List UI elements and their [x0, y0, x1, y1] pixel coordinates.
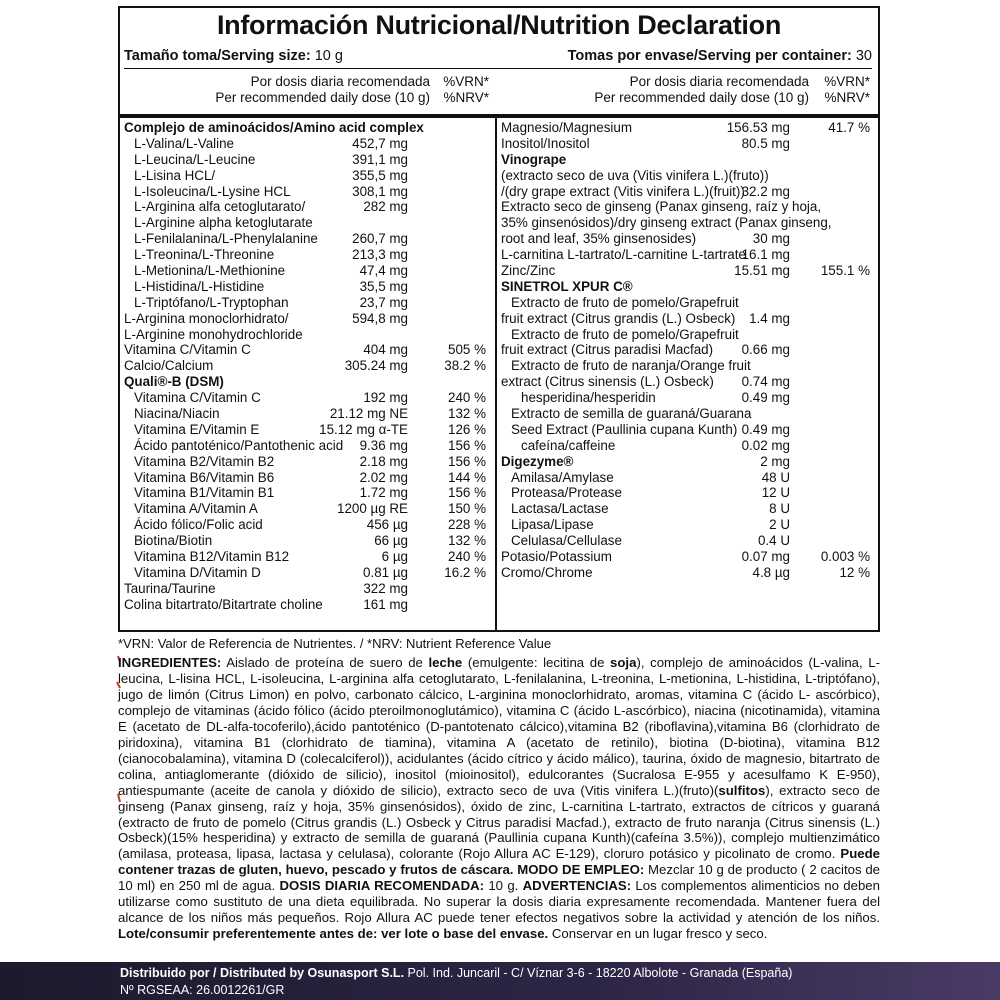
nutrient-name: L-Arginine alpha ketoglutarate	[134, 215, 313, 231]
nutrient-name: Zinc/Zinc	[501, 263, 556, 279]
nutrient-name: L-Isoleucina/L-Lysine HCL	[134, 183, 291, 199]
nutrient-amount: 2 mg	[760, 453, 790, 469]
nutrient-row	[501, 454, 876, 470]
nutrient-name: Calcio/Calcium	[124, 358, 214, 374]
nutrient-name: Extracto seco de ginseng (Panax ginseng, raíz y hoja,	[501, 199, 822, 215]
nutrient-row	[124, 549, 492, 565]
nutrient-amount: 0.49 mg	[741, 421, 790, 437]
nutrient-percent: 132 %	[448, 533, 486, 549]
nutrient-row	[501, 374, 876, 390]
warnings-label: ADVERTENCIAS:	[522, 878, 632, 894]
nutrient-name: Quali®-B (DSM)	[124, 374, 224, 390]
nutrient-row	[124, 533, 492, 549]
nutrient-row	[124, 311, 492, 327]
nutrient-name: cafeína/caffeine	[521, 437, 616, 453]
lot-label: Lote/consumir preferentemente antes de: ver lote o base del envase.	[118, 926, 549, 942]
nutrient-name: hesperidina/hesperidin	[521, 390, 656, 406]
nutrient-row	[501, 279, 876, 295]
nutrient-row	[501, 517, 876, 533]
nutrient-name: Vitamina B6/Vitamin B6	[134, 469, 275, 485]
nutrient-percent: 155.1 %	[820, 263, 870, 279]
nutrient-amount: 192 mg	[363, 390, 408, 406]
nutrient-name: Proteasa/Protease	[511, 485, 622, 501]
nutrient-row	[124, 295, 492, 311]
nutrient-name: Potasio/Potassium	[501, 549, 612, 565]
nutrient-name: L-carnitina L-tartrato/L-carnitine L-tartrate	[501, 247, 746, 263]
nutrient-amount: 452,7 mg	[352, 135, 408, 151]
nutrient-row	[124, 406, 492, 422]
right-nutrient-column	[501, 120, 876, 581]
nutrient-name: Biotina/Biotin	[134, 533, 213, 549]
nutrient-amount: 12 U	[761, 485, 790, 501]
nutrient-row	[501, 438, 876, 454]
nutrient-percent: 156 %	[448, 485, 486, 501]
nutrient-percent: 150 %	[448, 501, 486, 517]
nutrient-row	[501, 247, 876, 263]
nutrient-name: Digezyme®	[501, 453, 574, 469]
serving-size-value: 10 g	[314, 48, 343, 64]
nutrient-name: Lipasa/Lipase	[511, 517, 594, 533]
nutrient-row	[501, 152, 876, 168]
nutrient-row	[124, 168, 492, 184]
nutrient-amount: 282 mg	[363, 199, 408, 215]
nutrient-amount: 322 mg	[363, 580, 408, 596]
nutrient-percent: 240 %	[448, 549, 486, 565]
nutrient-amount: 4.8 µg	[752, 564, 790, 580]
nutrient-row	[124, 581, 492, 597]
nutrient-percent: 126 %	[448, 421, 486, 437]
nutrient-name: L-Histidina/L-Histidine	[134, 278, 265, 294]
nutrition-panel: Información Nutricional/Nutrition Declaration Tamaño toma/Serving size: 10 g Tomas por envase/Serving per container: 30 Por dosis diaria recomendada Per recommended daily dose (10 g) %VRN* %NRV* Por dosis diaria recomendada Per recommended daily dose (10 g) %VRN* %NRV* Complejo de aminoácidos/Amino acid complex L-Valina/L-Valine 452,7 mg L-Leucina/L-Leucine 391,1 mg L-Lisina HCL/ 355,5 mg L-Isoleucina/L-Lysine HCL 308,1 mg L-Arginina alfa cetoglutarato/ 282 mg L-Arginine alpha ketoglutarate L-Fenilalanina/L-Phenylalanine 260,7 mg L-Treonina/L-Threonine 213,3 mg L-Metionina/L-Methionine 47,4 mg L-Histidina/L-Histidine 35,5 mg L-Triptófano/L-Tryptophan 23,7 mg L-Arginina monoclorhidrato/ 594,8 mg L-Arginine monohydrochloride Vitamina C/Vitamin C 404 mg 505 % Calcio/Calcium 305.24 mg 38.2 % Quali®-B (DSM) Vitamina C/Vitamin C 192 mg 240 % Niacina/Niacin 21.12 mg NE 132 % Vitamina E/Vitamin E 15.12 mg α-TE 126 % Ácido pantoténico/Pantothenic acid 9.36 mg 156 % Vitamina B2/Vitamin B2 2.18 mg 156 % Vitamina B6/Vitamin B6 2.02 mg 144 % Vitamina B1/Vitamin B1 1.72 mg 156 % Vitamina A/Vitamin A 1200 µg RE 150 % Ácido fólico/Folic acid 456 µg 228 % Biotina/Biotin 66 µg 132 % Vitamina B12/Vitamin B12 6 µg 240 % Vitamina D/Vitamin D 0.81 µg 16.2 % Taurina/Taurine 322 mg Colina bitartrato/Bitartrate choline 161 mg Magnesio/Magnesium 156.53 mg 41.7 % Inositol/Inositol 80.5 mg Vinogrape (extracto seco de uva (Vitis vinifera L.)(fruto)) /(dry grape extract (Vitis vinifera L.)(fruit)) 32.2 mg Extracto seco de ginseng (Panax ginseng, raíz y hoja, 35% ginsenósidos)/dry ginseng extract (Panax ginseng, root and leaf, 35% ginsenosides) 30 mg L-carnitina L-tartrato/L-carnitine L-tartrate 16.1 mg Zinc/Zinc 15.51 mg 155.1 % SINETROL XPUR C® Extracto de fruto de pomelo/Grapefruit fruit extract (Citrus grandis (L.) Osbeck) 1.4 mg Extracto de fruto de pomelo/Grapefruit fruit extract (Citrus paradisi Macfad) 0.66 mg Extracto de fruto de naranja/Orange fruit extract (Citrus sinensis (L.) Osbeck) 0.74 mg hesperidina/hesperidin 0.49 mg Extracto de semilla de guaraná/Guarana Seed Extract (Paullinia cupana Kunth) 0.49 mg cafeína/caffeine 0.02 mg Digezyme® 2 mg Amilasa/Amylase 48 U Proteasa/Protease 12 U Lactasa/Lactase 8 U Lipasa/Lipase 2 U Celulasa/Cellulase 0.4 U Potasio/Potassium 0.07 mg 0.003 % Cromo/Chrome 4.8 µg 12 %	[118, 6, 880, 632]
panel-title: Información Nutricional/Nutrition Declaration	[216, 10, 782, 40]
distributor-label: Distribuido por / Distributed by Osunasport S.L.	[120, 966, 405, 980]
nutrient-amount: 305.24 mg	[344, 358, 408, 374]
nutrient-row	[501, 533, 876, 549]
nutrient-percent: 144 %	[448, 469, 486, 485]
nutrient-row	[124, 390, 492, 406]
nutrient-row	[501, 199, 876, 215]
nutrient-name: L-Metionina/L-Methionine	[134, 263, 286, 279]
nutrient-name: fruit extract (Citrus grandis (L.) Osbeck)	[501, 310, 736, 326]
nutrient-amount: 0.74 mg	[741, 374, 790, 390]
nutrient-name: Lactasa/Lactase	[511, 501, 609, 517]
nutrient-amount: 0.07 mg	[741, 549, 790, 565]
nutrient-row	[124, 199, 492, 215]
nutrient-name: L-Leucina/L-Leucine	[134, 151, 256, 167]
nutrient-amount: 8 U	[769, 501, 790, 517]
nutrient-percent: 228 %	[448, 517, 486, 533]
nutrient-name: Vitamina C/Vitamin C	[134, 390, 261, 406]
nutrient-amount: 30 mg	[752, 231, 790, 247]
nutrient-amount: 2.18 mg	[359, 453, 408, 469]
nutrient-row	[124, 342, 492, 358]
distributor-address: Pol. Ind. Juncaril - C/ Víznar 3-6 - 18220 Albolote - Granada (España)	[404, 966, 793, 980]
nutrient-name: Colina bitartrato/Bitartrate choline	[124, 596, 323, 612]
nutrient-amount: 0.02 mg	[741, 437, 790, 453]
servings-container-label: Tomas por envase/Serving per container:	[567, 48, 852, 64]
nutrient-row	[124, 517, 492, 533]
nutrient-name: Vinogrape	[501, 151, 567, 167]
nutrient-name: L-Valina/L-Valine	[134, 135, 234, 151]
nutrient-name: Magnesio/Magnesium	[501, 120, 632, 135]
nutrient-row	[501, 565, 876, 581]
nutrient-name: Inositol/Inositol	[501, 135, 590, 151]
nutrient-row	[124, 438, 492, 454]
nutrient-row	[501, 295, 876, 311]
nutrient-row	[501, 168, 876, 184]
nutrient-row	[501, 342, 876, 358]
nutrient-row	[124, 485, 492, 501]
nutrient-row	[124, 501, 492, 517]
nutrient-amount: 594,8 mg	[352, 310, 408, 326]
nutrient-row	[501, 263, 876, 279]
nutrient-row	[501, 422, 876, 438]
nutrient-row	[124, 263, 492, 279]
ingredients-text: INGREDIENTES: Aislado de proteína de suero de leche (emulgente: lecitina de soja), complejo de aminoácidos (L-valina, L-leucina, L-lisina HCL, L-isoleucina, L-arginina alfa cetoglutarato, L-fenilalanina, L-treonina, L-metionina, L-histidina, L-triptófano), jugo de limón (Citrus Limon) en polvo, carbonato cálcico, L-arginina monoclorhidrato, aromas, vitamina C (ácido L- ascórbico), complejo de vitaminas (ácido fólico (ácido pteroilmonoglutámico), vitamina C (ácido L-ascórbico), niacina (nicotinamida), vitamina E (acetato de DL-alfa-tocoferilo),ácido pantoténico (D-pantotenato cálcico),vitamina B2 (riboflavina),vitamina B6 (clorhidrato de piridoxina), vitamina B1 (clorhidrato de tiamina), vitamina A (acetato de retinilo), biotina (D-biotina), vitamina B12 (cianocobalamina), vitamina D (colecalciferol)), acidulantes (ácido cítrico y ácido málico), taurina, óxido de magnesio, bitartrato de colina, antiaglomerante (dióxido de silicio), inositol (mioinositol), edulcorantes (Sucralosa E-955 y acesulfamo K E-950), antiespumante (aceite de canola y dióxido de silicio), extracto seco de uva (Vitis vinifera L.)(fruto)(sulfitos), extracto seco de ginseng (Panax ginseng, raíz y hoja, 35% ginsenósidos), óxido de zinc, L-carnitina L-tartrato, extractos de cítricos y guaraná (extracto de fruto de pomelo (Citrus grandis (L.) Osbeck y Citrus paradisi Macfad.), extracto de fruto naranja (Citrus sinensis (L.) Osbeck)(15% hesperidina) y extracto de semilla de guaraná (Paullinia cupana Kunth)(cafeína 3.5%)), complejo multienzimático (amilasa, proteasa, lipasa, lactasa y celulasa), colorante (Rojo Allura AC E-129), cloruro potásico y picolinato de cromo. Puede contener trazas de gluten, huevo, pescado y frutos de cáscara. MODO DE EMPLEO: Mezclar 10 g de producto ( 2 cacitos de 10 ml) en 250 ml de agua. DOSIS DIARIA RECOMENDADA: 10 g. ADVERTENCIAS: Los complementos alimenticios no deben utilizarse como sustituto de una dieta equilibrada. No superar la dosis diaria expresamente recomendada. Mantener fuera del alcance de los niños más pequeños. Rojo Allura AC puede tener efectos negativos sobre la actividad y atención de los niños. Lote/consumir preferentemente antes de: ver lote o base del envase. Conservar en un lugar fresco y seco.	[118, 655, 880, 942]
nutrient-name: Vitamina D/Vitamin D	[134, 564, 261, 580]
nutrient-name: SINETROL XPUR C®	[501, 278, 633, 294]
nutrient-amount: 16.1 mg	[741, 247, 790, 263]
allergen-warning: Puede contener trazas de gluten, huevo, pescado y frutos de cáscara. MODO DE EMPLEO:	[118, 846, 880, 878]
nutrient-amount: 6 µg	[381, 549, 408, 565]
nutrient-amount: 260,7 mg	[352, 231, 408, 247]
nutrient-amount: 308,1 mg	[352, 183, 408, 199]
nutrient-name: Extracto de fruto de pomelo/Grapefruit	[511, 326, 739, 342]
nutrient-name: L-Triptófano/L-Tryptophan	[134, 294, 289, 310]
nutrient-percent: 38.2 %	[444, 358, 486, 374]
column-divider	[495, 114, 497, 630]
nutrient-percent: 12 %	[839, 564, 870, 580]
nutrient-row	[501, 501, 876, 517]
nutrient-name: L-Arginina alfa cetoglutarato/	[134, 199, 306, 215]
nutrient-amount: 23,7 mg	[359, 294, 408, 310]
nutrient-name: L-Arginina monoclorhidrato/	[124, 310, 289, 326]
serving-info	[124, 48, 872, 69]
nutrient-amount: 1.4 mg	[749, 310, 790, 326]
daily-dose-label: DOSIS DIARIA RECOMENDADA:	[279, 878, 485, 894]
nutrient-row	[501, 327, 876, 343]
nutrient-name: Extracto de fruto de pomelo/Grapefruit	[511, 294, 739, 310]
nutrient-name: Complejo de aminoácidos/Amino acid complex	[124, 120, 424, 135]
nutrient-row	[501, 358, 876, 374]
nutrient-row	[501, 120, 876, 136]
nutrient-percent: 16.2 %	[444, 564, 486, 580]
nutrient-percent: 132 %	[448, 406, 486, 422]
nutrient-name: Taurina/Taurine	[124, 580, 216, 596]
nutrient-row	[124, 136, 492, 152]
nutrient-row	[501, 136, 876, 152]
nutrient-name: L-Fenilalanina/L-Phenylalanine	[134, 231, 318, 247]
nutrient-name: Vitamina E/Vitamin E	[134, 421, 260, 437]
nutrient-row	[124, 231, 492, 247]
nutrient-amount: 213,3 mg	[352, 247, 408, 263]
nutrient-row	[501, 406, 876, 422]
nutrient-percent: 0.003 %	[820, 549, 870, 565]
nutrient-percent: 41.7 %	[828, 120, 870, 135]
nutrient-row	[124, 120, 492, 136]
nutrient-row	[124, 470, 492, 486]
nutrient-amount: 0.4 U	[757, 533, 790, 549]
nutrient-row	[124, 215, 492, 231]
servings-container-value: 30	[855, 48, 872, 64]
nutrient-amount: 1200 µg RE	[337, 501, 408, 517]
nutrient-row	[124, 327, 492, 343]
nutrient-amount: 66 µg	[374, 533, 408, 549]
nutrient-row	[501, 311, 876, 327]
nutrient-amount: 0.81 µg	[363, 564, 408, 580]
distributor-bar	[0, 962, 1000, 1000]
nutrient-row	[124, 374, 492, 390]
nutrient-name: Vitamina A/Vitamin A	[134, 501, 258, 517]
nutrient-amount: 0.49 mg	[741, 390, 790, 406]
nutrient-amount: 15.51 mg	[734, 263, 790, 279]
nutrient-name: Cromo/Chrome	[501, 564, 593, 580]
nutrient-amount: 2 U	[769, 517, 790, 533]
nutrient-row	[501, 485, 876, 501]
nutrient-percent: 156 %	[448, 437, 486, 453]
nutrient-row	[501, 184, 876, 200]
nutrient-percent: 156 %	[448, 453, 486, 469]
left-nutrient-column	[124, 120, 492, 613]
nutrient-name: root and leaf, 35% ginsenosides)	[501, 231, 697, 247]
nutrient-name: Extracto de fruto de naranja/Orange fruit	[511, 358, 751, 374]
nutrient-name: Seed Extract (Paullinia cupana Kunth)	[511, 421, 738, 437]
nutrient-name: /(dry grape extract (Vitis vinifera L.)(fruit))	[501, 183, 745, 199]
nutrient-name: Vitamina B2/Vitamin B2	[134, 453, 275, 469]
nutrient-name: Vitamina C/Vitamin C	[124, 342, 251, 358]
nutrient-row	[124, 279, 492, 295]
nutrient-amount: 161 mg	[363, 596, 408, 612]
nutrient-percent: 505 %	[448, 342, 486, 358]
nutrient-name: Ácido pantoténico/Pantothenic acid	[134, 437, 344, 453]
nutrient-row	[124, 454, 492, 470]
nutrient-name: 35% ginsenósidos)/dry ginseng extract (Panax ginseng,	[501, 215, 832, 231]
nutrient-name: L-Lisina HCL/	[134, 167, 216, 183]
nutrient-amount: 355,5 mg	[352, 167, 408, 183]
nutrient-amount: 0.66 mg	[741, 342, 790, 358]
nutrient-amount: 2.02 mg	[359, 469, 408, 485]
serving-size-label: Tamaño toma/Serving size:	[124, 48, 311, 64]
header-divider	[120, 114, 878, 118]
nutrient-amount: 21.12 mg NE	[329, 406, 408, 422]
nutrient-name: Celulasa/Cellulase	[511, 533, 622, 549]
nutrient-row	[501, 231, 876, 247]
nutrient-row	[501, 549, 876, 565]
nutrient-amount: 35,5 mg	[359, 278, 408, 294]
nutrient-amount: 80.5 mg	[741, 135, 790, 151]
nutrient-amount: 9.36 mg	[359, 437, 408, 453]
rgseaa-number: Nº RGSEAA: 26.0012261/GR	[120, 983, 285, 997]
nutrient-amount: 1.72 mg	[359, 485, 408, 501]
nutrient-row	[124, 422, 492, 438]
nutrient-name: Ácido fólico/Folic acid	[134, 517, 263, 533]
nutrient-amount: 156.53 mg	[726, 120, 790, 135]
nutrient-name: Vitamina B1/Vitamin B1	[134, 485, 275, 501]
nutrient-row	[501, 215, 876, 231]
ingredients-label: INGREDIENTES:	[118, 655, 222, 670]
nutrient-row	[501, 390, 876, 406]
nutrient-amount: 404 mg	[363, 342, 408, 358]
nutrient-row	[124, 597, 492, 613]
nutrient-name: Vitamina B12/Vitamin B12	[134, 549, 290, 565]
nutrient-row	[124, 152, 492, 168]
nutrient-percent: 240 %	[448, 390, 486, 406]
nutrient-name: extract (Citrus sinensis (L.) Osbeck)	[501, 374, 714, 390]
nutrient-name: L-Treonina/L-Threonine	[134, 247, 275, 263]
nutrient-row	[124, 565, 492, 581]
nutrient-row	[501, 470, 876, 486]
nutrient-name: Niacina/Niacin	[134, 406, 220, 422]
nutrient-amount: 15.12 mg α-TE	[319, 421, 408, 437]
nutrient-amount: 48 U	[761, 469, 790, 485]
nutrient-row	[124, 184, 492, 200]
nutrient-name: fruit extract (Citrus paradisi Macfad)	[501, 342, 714, 358]
nutrient-amount: 47,4 mg	[359, 263, 408, 279]
nutrient-row	[124, 358, 492, 374]
nutrient-amount: 32.2 mg	[741, 183, 790, 199]
nutrient-row	[124, 247, 492, 263]
nutrient-amount: 456 µg	[366, 517, 408, 533]
nutrient-amount: 391,1 mg	[352, 151, 408, 167]
footnote: *VRN: Valor de Referencia de Nutrientes. / *NRV: Nutrient Reference Value	[118, 636, 552, 651]
nutrient-name: Extracto de semilla de guaraná/Guarana	[511, 406, 752, 422]
nutrient-name: (extracto seco de uva (Vitis vinifera L.)(fruto))	[501, 167, 769, 183]
nutrient-name: Amilasa/Amylase	[511, 469, 614, 485]
nutrient-name: L-Arginine monohydrochloride	[124, 326, 303, 342]
